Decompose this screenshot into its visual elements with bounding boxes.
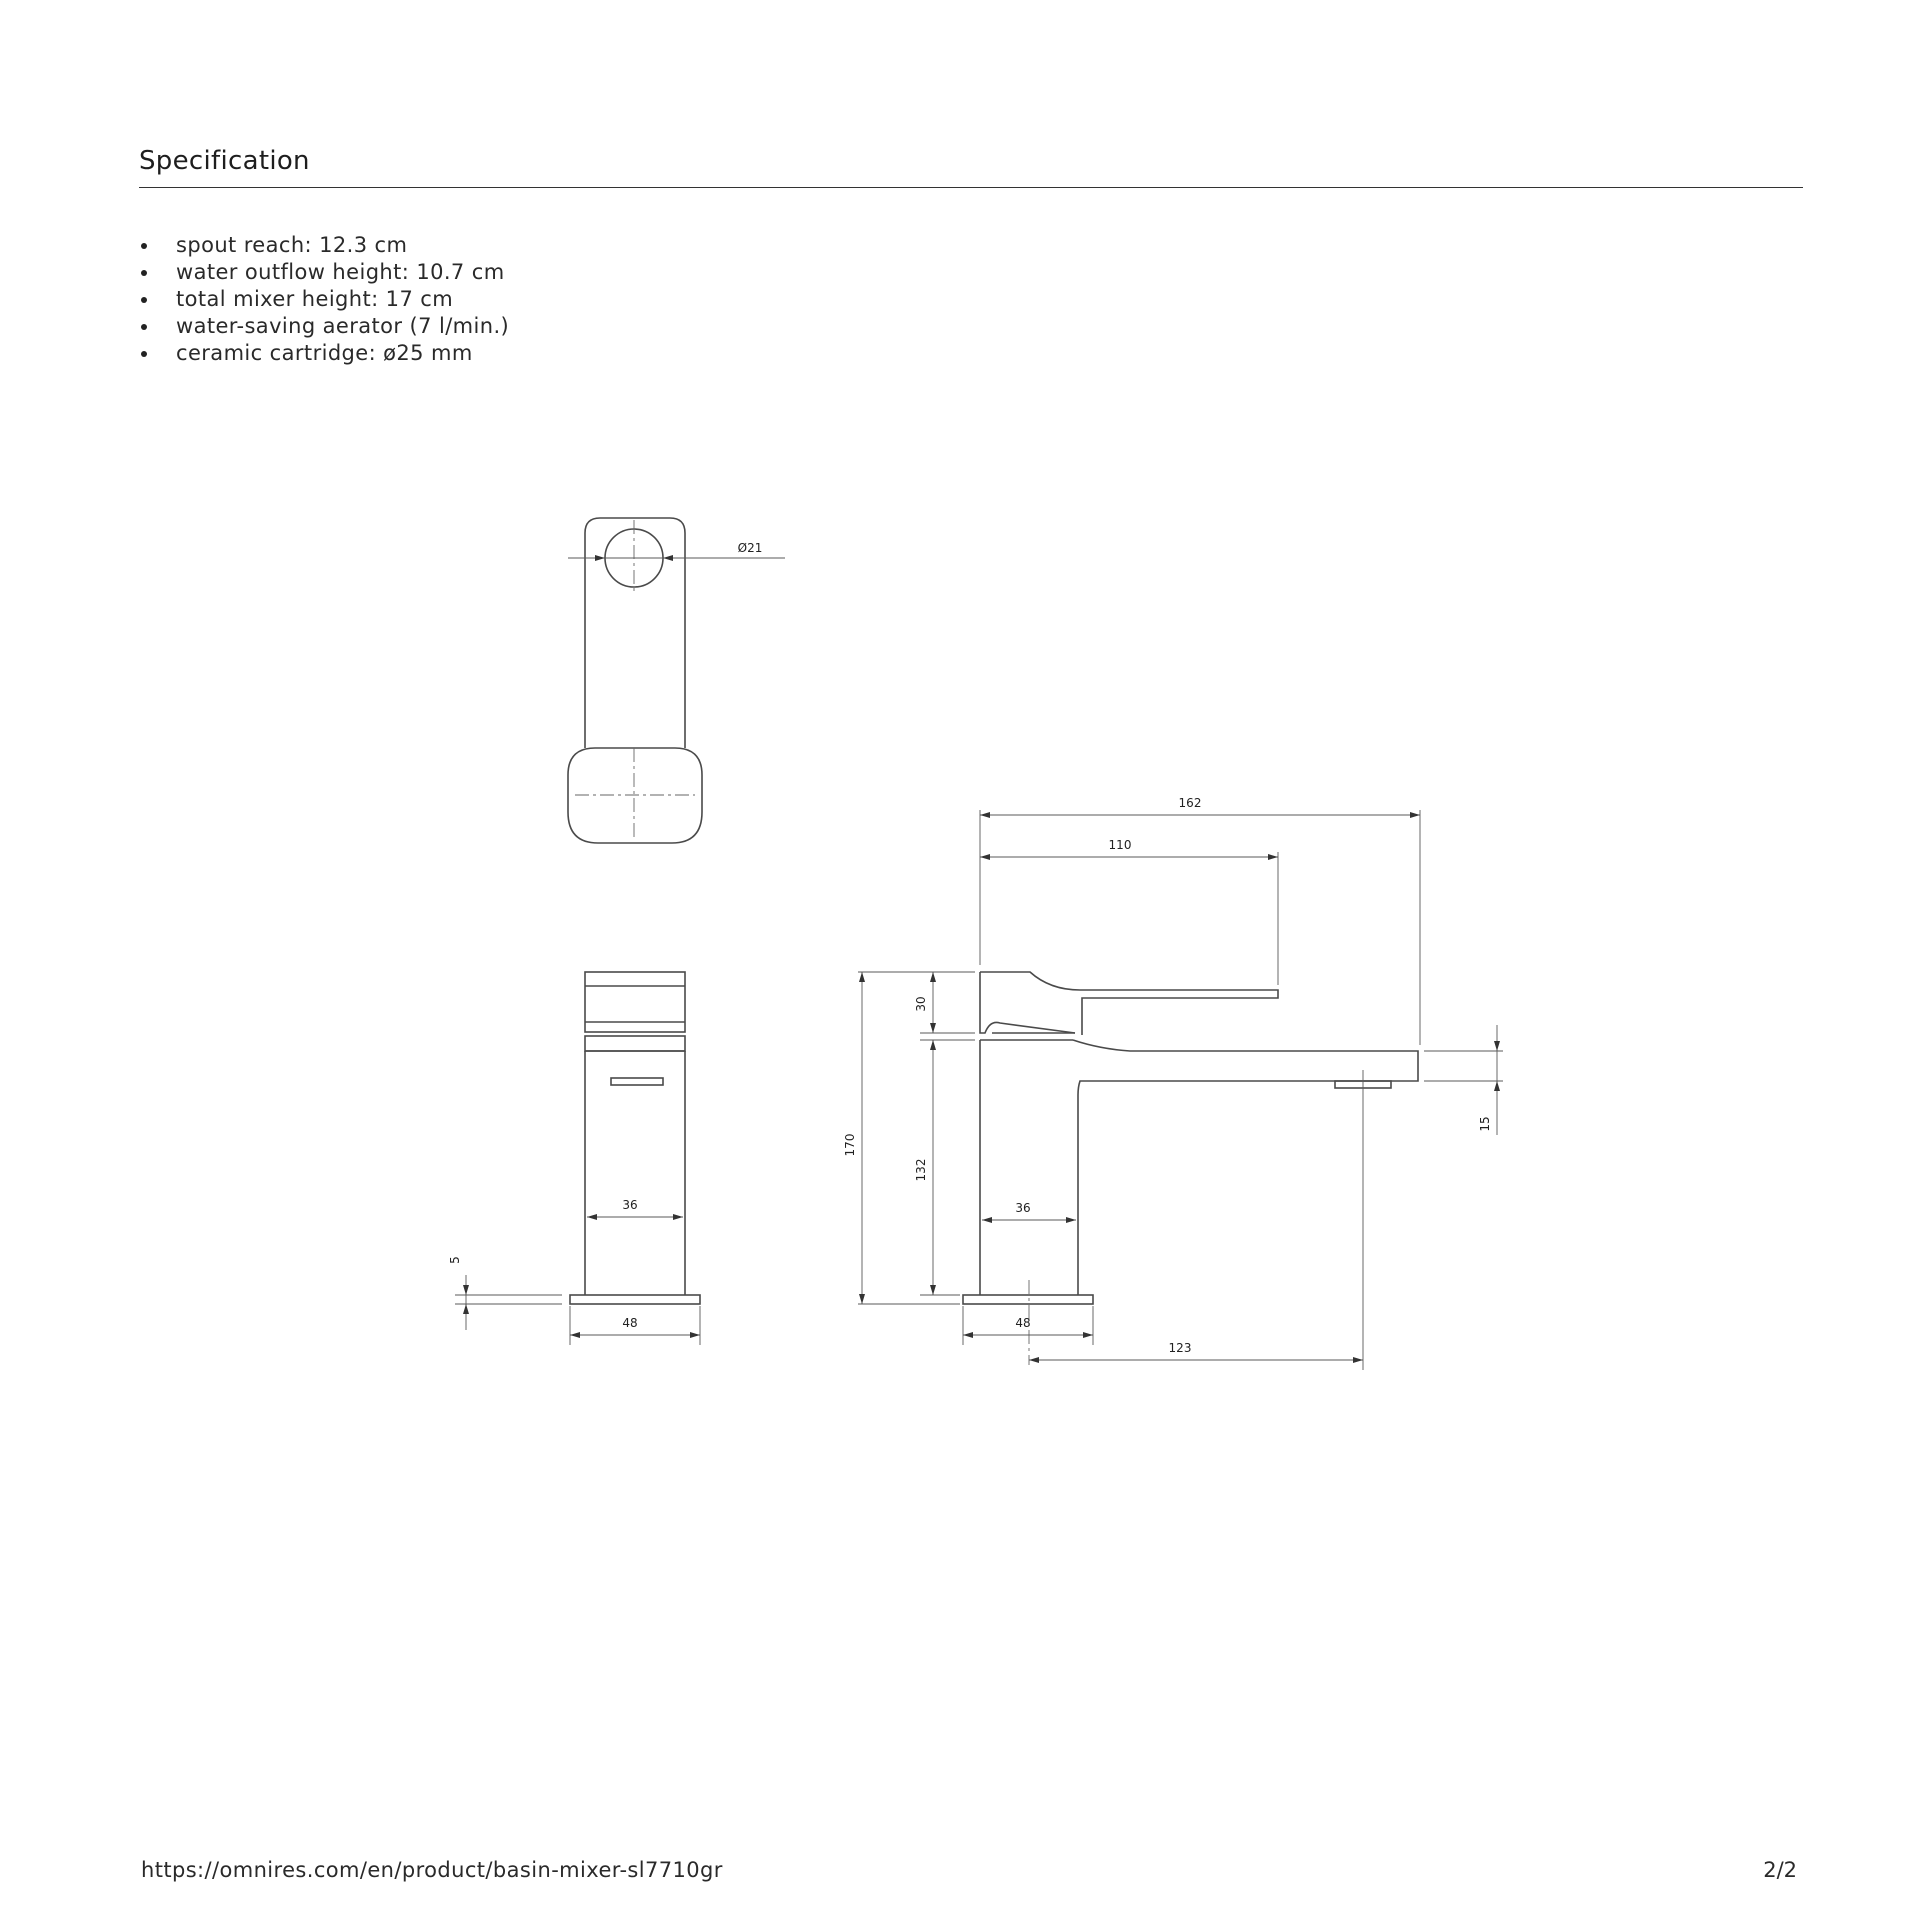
dim-base-thickness: 5	[448, 1256, 462, 1264]
dim-side-width: 36	[1015, 1201, 1031, 1215]
page-heading: Specification	[139, 146, 310, 176]
front-view-body-top	[585, 1036, 685, 1051]
dim-handle-height: 30	[914, 996, 928, 1012]
page-number: 2/2	[1763, 1858, 1797, 1882]
dim-arrow	[859, 1294, 865, 1304]
dim-arrow	[859, 972, 865, 982]
dim-arrow	[980, 812, 990, 818]
spec-item: spout reach: 12.3 cm	[139, 232, 509, 259]
top-view-body-outline	[568, 748, 702, 843]
dim-handle-length: 110	[1108, 838, 1132, 852]
dim-arrow	[930, 1040, 936, 1050]
dim-arrow	[1066, 1217, 1076, 1223]
side-view-handle-outline	[980, 972, 1278, 1035]
dim-arrow	[1083, 1332, 1093, 1338]
dim-arrow	[1410, 812, 1420, 818]
dim-total-height: 170	[843, 1133, 857, 1157]
dim-arrow	[930, 1285, 936, 1295]
dim-spout-thickness: 15	[1478, 1116, 1492, 1132]
dim-arrow	[673, 1214, 683, 1220]
spec-item: water-saving aerator (7 l/min.)	[139, 313, 509, 340]
dim-arrow	[1494, 1041, 1500, 1051]
spec-item: ceramic cartridge: ø25 mm	[139, 340, 509, 367]
dim-diameter: Ø21	[737, 541, 763, 555]
dim-arrow	[463, 1304, 469, 1314]
dim-spout-height: 132	[914, 1158, 928, 1182]
dim-front-base-width: 48	[622, 1316, 638, 1330]
dim-arrow	[1268, 854, 1278, 860]
side-view	[843, 796, 1503, 1370]
spec-item: total mixer height: 17 cm	[139, 286, 509, 313]
dim-side-base-width: 48	[1015, 1316, 1031, 1330]
front-view-handle	[585, 972, 685, 1032]
side-view-spout-outline	[1073, 1040, 1418, 1295]
dim-arrow	[595, 555, 605, 561]
dim-arrow	[963, 1332, 973, 1338]
dim-arrow	[1029, 1357, 1039, 1363]
top-view-spout-outline	[585, 518, 685, 748]
dim-arrow	[930, 1023, 936, 1033]
dim-arrow	[663, 555, 673, 561]
dim-arrow	[1494, 1081, 1500, 1091]
dim-arrow	[463, 1285, 469, 1295]
top-view	[568, 518, 785, 843]
side-view-base	[963, 1295, 1093, 1304]
dim-arrow	[930, 972, 936, 982]
front-view	[448, 972, 700, 1345]
dim-arrow	[690, 1332, 700, 1338]
dim-spout-reach: 123	[1168, 1341, 1192, 1355]
dim-front-width: 36	[622, 1198, 638, 1212]
front-view-aerator	[611, 1078, 663, 1085]
dim-arrow	[1353, 1357, 1363, 1363]
spec-item: water outflow height: 10.7 cm	[139, 259, 509, 286]
dim-arrow	[570, 1332, 580, 1338]
footer-url[interactable]: https://omnires.com/en/product/basin-mixer-sl7710gr	[141, 1858, 723, 1882]
dim-arrow	[587, 1214, 597, 1220]
dim-arrow	[982, 1217, 992, 1223]
dim-arrow	[980, 854, 990, 860]
front-view-base	[570, 1295, 700, 1304]
dim-side-length: 162	[1178, 796, 1202, 810]
